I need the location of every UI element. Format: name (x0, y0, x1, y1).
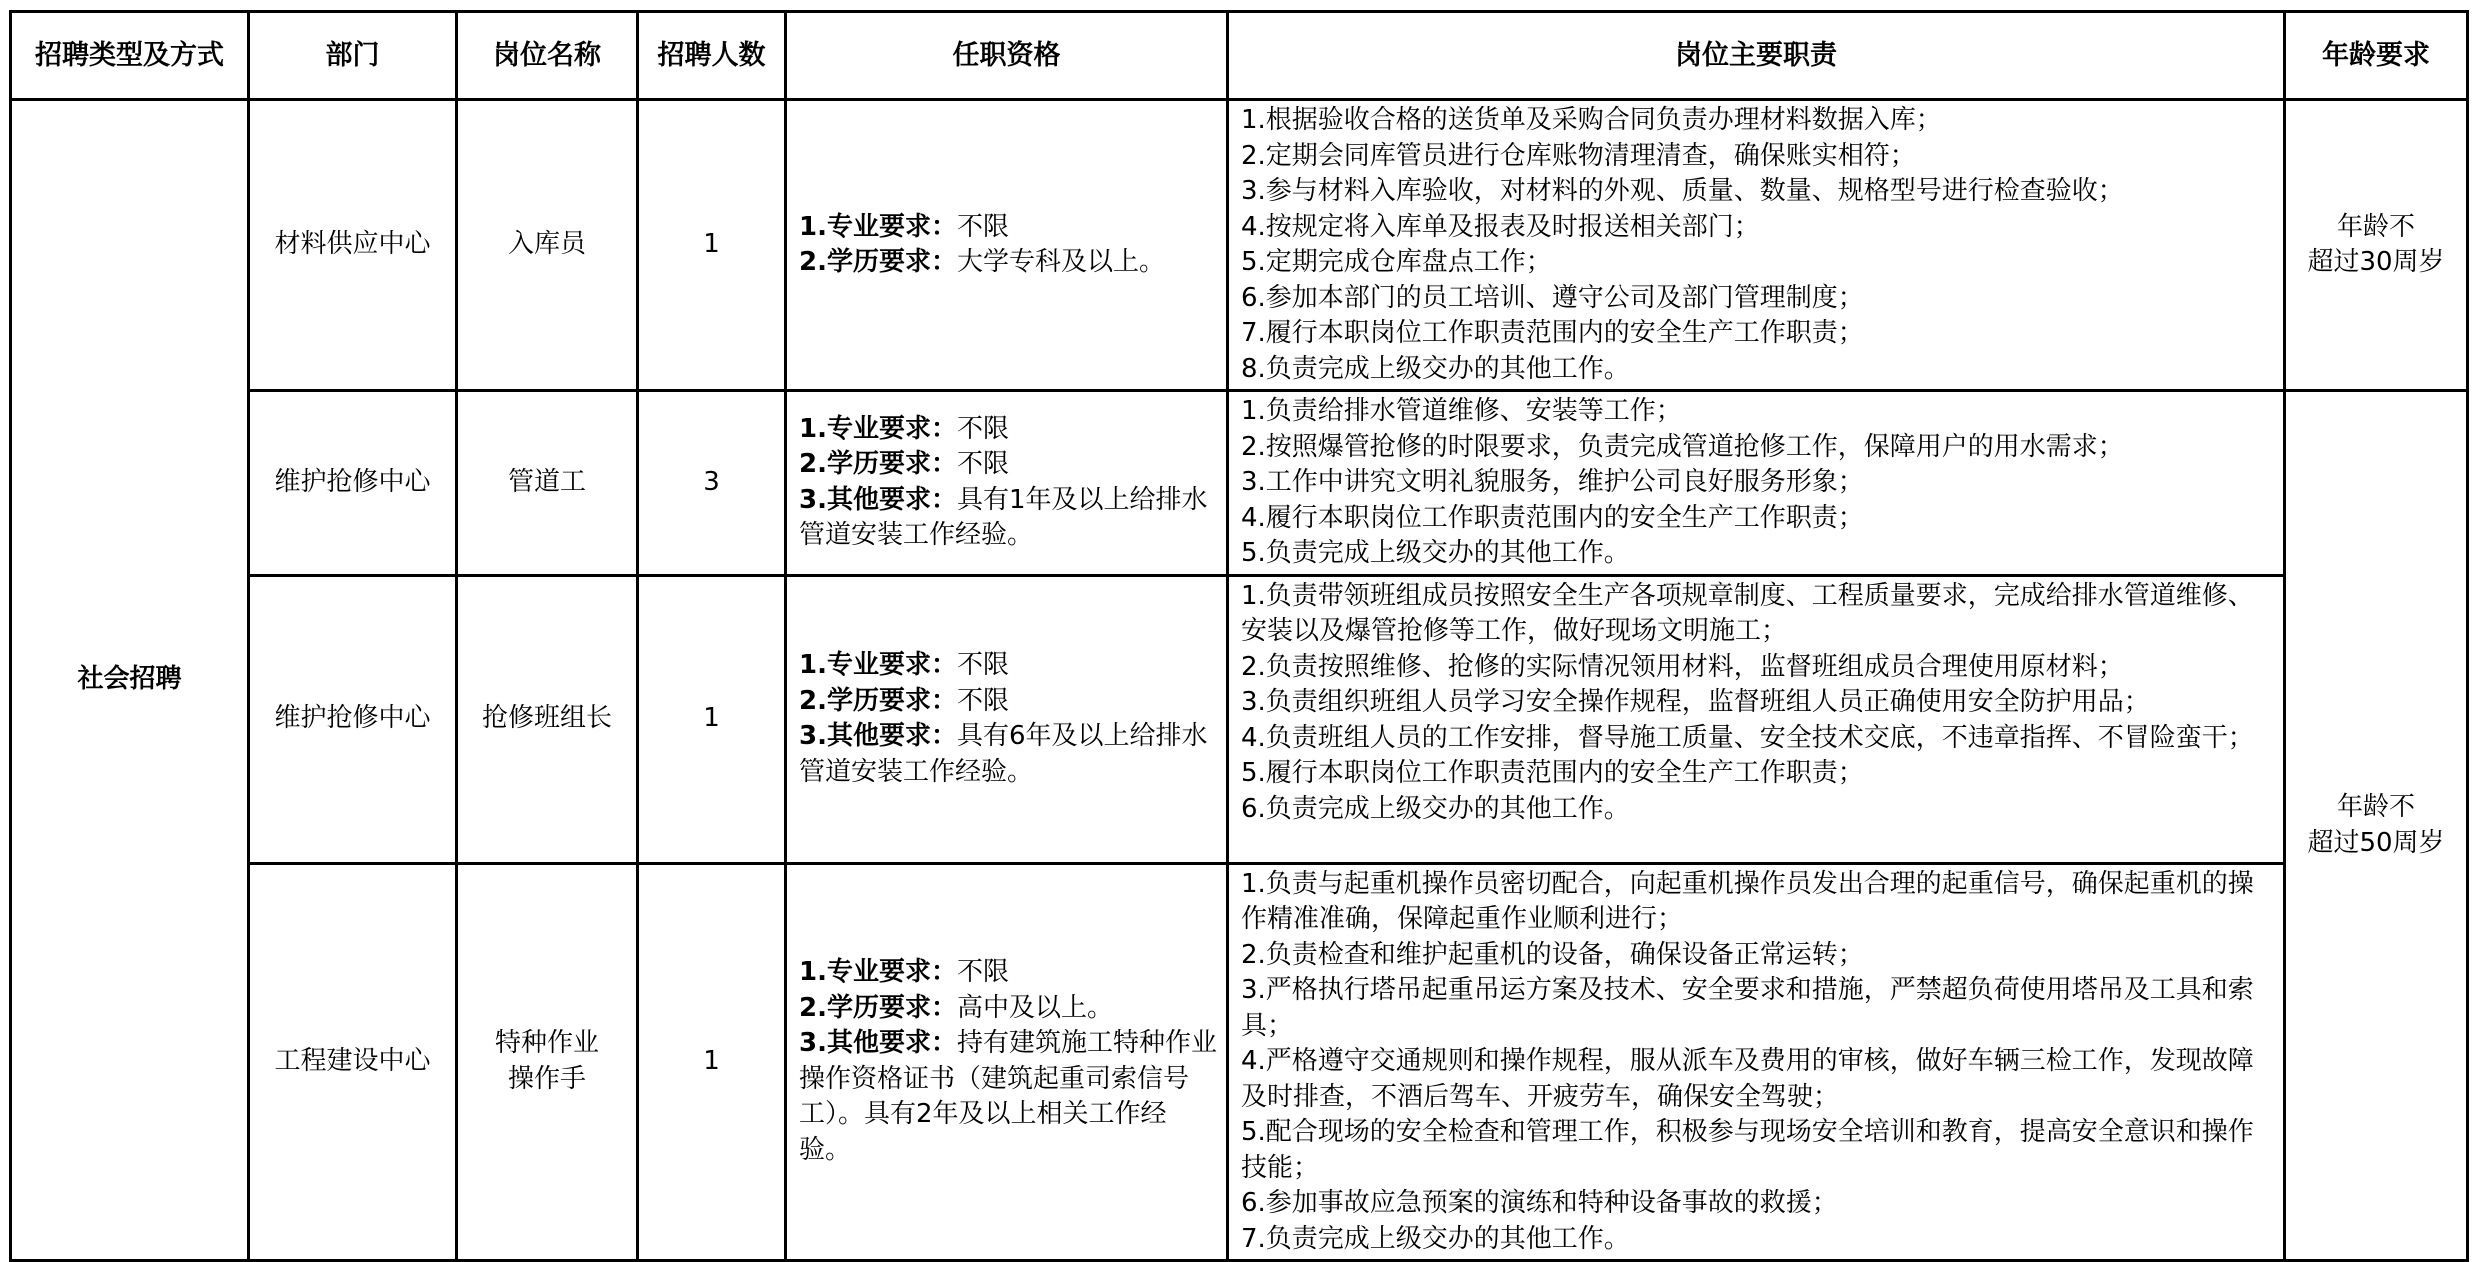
qualification-label: 2.学历要求： (799, 992, 957, 1023)
position-cell (457, 391, 638, 576)
header-recruit-type: 招聘类型及方式 (11, 12, 249, 100)
qualification-cell (786, 391, 1228, 576)
qualification-value: 具有1年及以上给排水管道安装工作经验。 (799, 484, 1208, 551)
table-row (11, 100, 2468, 391)
duty-item: 4.履行本职岗位工作职责范围内的安全生产工作职责； (1241, 502, 1864, 533)
recruitment-table (9, 10, 2469, 1262)
header-qualification: 任职资格 (786, 12, 1228, 100)
qualification-item (799, 210, 1218, 246)
duty-item: 8.负责完成上级交办的其他工作。 (1241, 353, 1630, 384)
duty-item: 3.严格执行塔吊起重吊运方案及技术、安全要求和措施，严禁超负荷使用塔吊及工具和索具； (1241, 975, 2254, 1041)
duty-item: 4.按规定将入库单及报表及时报送相关部门； (1241, 211, 1760, 242)
qualification-label: 1.专业要求： (799, 413, 957, 444)
duties-cell (1228, 391, 2285, 576)
age-text-line: 超过50周岁 (2307, 827, 2445, 858)
qualification-value: 高中及以上。 (956, 992, 1113, 1023)
qualification-label: 2.学历要求： (799, 685, 957, 716)
qualification-label: 1.专业要求： (799, 957, 957, 988)
duty-item: 3.工作中讲究文明礼貌服务，维护公司良好服务形象； (1241, 467, 1864, 497)
duty-item: 5.配合现场的安全检查和管理工作，积极参与现场安全培训和教育，提高安全意识和操作技能； (1241, 1117, 2254, 1183)
qualification-item (799, 245, 1218, 281)
qualification-label: 3.其他要求： (799, 484, 957, 515)
duty-item: 2.按照爆管抢修的时限要求，负责完成管道抢修工作，保障用户的用水需求； (1241, 431, 2124, 462)
duty-item: 6.参加本部门的员工培训、遵守公司及部门管理制度； (1241, 282, 1864, 313)
duty-item: 6.参加事故应急预案的演练和特种设备事故的救援； (1241, 1188, 1838, 1218)
qualification-item (799, 648, 1218, 684)
duty-item: 1.根据验收合格的送货单及采购合同负责办理材料数据入库； (1241, 105, 1942, 135)
count-cell: 1 (638, 863, 786, 1261)
qualification-label: 1.专业要求： (799, 650, 957, 680)
duties-cell (1228, 863, 2285, 1261)
header-count: 招聘人数 (638, 12, 786, 100)
qualification-value: 不限 (956, 957, 1009, 988)
position-name: 管道工 (507, 467, 586, 497)
duties-cell (1228, 100, 2285, 391)
recruit-type-cell: 社会招聘 (11, 100, 249, 1261)
age-text-line: 超过30周岁 (2307, 247, 2445, 277)
duty-item: 1.负责与起重机操作员密切配合，向起重机操作员发出合理的起重信号，确保起重机的操作精准准确，保障起重作业顺利进行； (1241, 868, 2254, 934)
age-text-line: 年龄不 (2336, 211, 2415, 242)
header-age: 年龄要求 (2285, 12, 2468, 100)
duty-item: 3.负责组织班组人员学习安全操作规程，监督班组人员正确使用安全防护用品； (1241, 687, 2150, 717)
age-text-line: 年龄不 (2336, 792, 2415, 822)
qualification-value: 具有6年及以上给排水管道安装工作经验。 (799, 721, 1208, 787)
table-row (11, 575, 2468, 863)
duty-item: 4.严格遵守交通规则和操作规程，服从派车及费用的审核，做好车辆三检工作，发现故障及时排查，不酒后驾车、开疲劳车，确保安全驾驶； (1241, 1046, 2254, 1112)
qualification-value: 持有建筑施工特种作业操作资格证书（建筑起重司索信号工）。具有2年及以上相关工作经验。 (799, 1028, 1217, 1165)
position-cell (457, 863, 638, 1261)
qualification-label: 1.专业要求： (799, 211, 957, 242)
duty-item: 3.参与材料入库验收，对材料的外观、质量、数量、规格型号进行检查验收； (1241, 176, 2124, 206)
duty-item: 4.负责班组人员的工作安排，督导施工质量、安全技术交底，不违章指挥、不冒险蛮干； (1241, 722, 2254, 753)
qualification-item (799, 447, 1218, 483)
table-row (11, 391, 2468, 576)
duty-item: 5.定期完成仓库盘点工作； (1241, 247, 1552, 277)
position-cell (457, 575, 638, 863)
department-cell: 材料供应中心 (249, 100, 457, 391)
qualification-label: 3.其他要求： (799, 1028, 957, 1059)
qualification-item (799, 684, 1218, 720)
recruitment-table-container (9, 10, 2469, 1262)
department-cell: 维护抢修中心 (249, 575, 457, 863)
qualification-value: 不限 (956, 211, 1009, 242)
qualification-item (799, 483, 1218, 554)
table-row (11, 863, 2468, 1261)
qualification-value: 不限 (956, 650, 1009, 680)
position-name: 入库员 (507, 229, 586, 260)
qualification-cell (786, 100, 1228, 391)
header-row (11, 12, 2468, 100)
position-cell (457, 100, 638, 391)
position-name: 抢修班组长 (481, 703, 612, 734)
age-requirement-cell (2285, 100, 2468, 391)
duty-item: 5.履行本职岗位工作职责范围内的安全生产工作职责； (1241, 758, 1864, 788)
qualification-item (799, 412, 1218, 448)
age-requirement-cell (2285, 391, 2468, 1261)
qualification-cell (786, 575, 1228, 863)
department-cell: 维护抢修中心 (249, 391, 457, 576)
duty-item: 5.负责完成上级交办的其他工作。 (1241, 538, 1630, 568)
qualification-label: 2.学历要求： (799, 449, 957, 480)
qualification-value: 不限 (956, 413, 1009, 444)
qualification-label: 2.学历要求： (799, 247, 957, 277)
qualification-cell (786, 863, 1228, 1261)
count-cell: 3 (638, 391, 786, 576)
duty-item: 2.负责按照维修、抢修的实际情况领用材料，监督班组成员合理使用原材料； (1241, 651, 2124, 682)
qualification-value: 不限 (956, 685, 1009, 716)
duties-cell (1228, 575, 2285, 863)
duty-item: 7.履行本职岗位工作职责范围内的安全生产工作职责； (1241, 318, 1864, 348)
count-cell: 1 (638, 100, 786, 391)
position-name: 操作手 (507, 1063, 586, 1094)
duty-item: 1.负责带领班组成员按照安全生产各项规章制度、工程质量要求，完成给排水管道维修、安装以及爆管抢修等工作，做好现场文明施工； (1241, 580, 2254, 646)
qualification-item (799, 1026, 1218, 1168)
qualification-value: 大学专科及以上。 (956, 247, 1165, 277)
header-position: 岗位名称 (457, 12, 638, 100)
duty-item: 2.负责检查和维护起重机的设备，确保设备正常运转； (1241, 939, 1864, 970)
position-name: 特种作业 (494, 1028, 599, 1059)
qualification-value: 不限 (956, 449, 1009, 480)
duty-item: 7.负责完成上级交办的其他工作。 (1241, 1223, 1630, 1254)
qualification-item (799, 991, 1218, 1027)
department-cell: 工程建设中心 (249, 863, 457, 1261)
qualification-item (799, 955, 1218, 991)
header-duties: 岗位主要职责 (1228, 12, 2285, 100)
duty-item: 6.负责完成上级交办的其他工作。 (1241, 793, 1630, 824)
count-cell: 1 (638, 575, 786, 863)
qualification-label: 3.其他要求： (799, 721, 957, 751)
duty-item: 2.定期会同库管员进行仓库账物清理清查，确保账实相符； (1241, 140, 1916, 171)
duty-item: 1.负责给排水管道维修、安装等工作； (1241, 396, 1682, 426)
qualification-item (799, 719, 1218, 790)
header-department: 部门 (249, 12, 457, 100)
